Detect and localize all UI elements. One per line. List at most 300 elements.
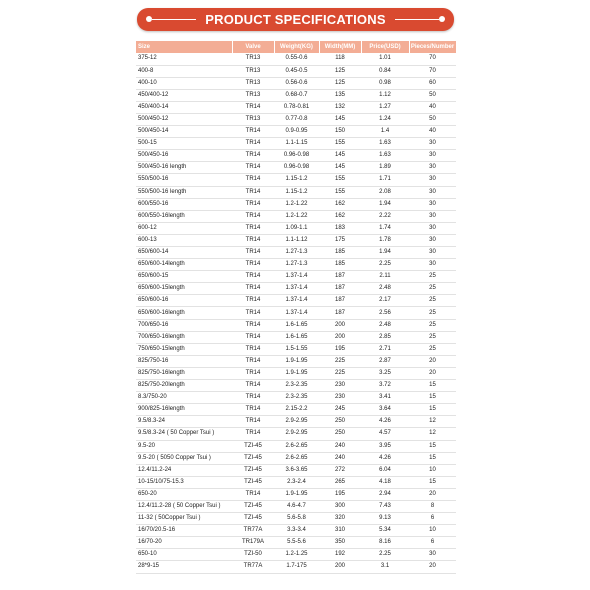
table-row: [136, 186, 456, 198]
cell-valve: TR13: [232, 53, 274, 65]
cell-pieces: 30: [409, 234, 456, 246]
table-row: [136, 126, 456, 138]
cell-width: 320: [319, 513, 361, 525]
cell-valve: TZI-45: [232, 452, 274, 464]
table-row: [136, 513, 456, 525]
cell-pieces: 70: [409, 53, 456, 65]
cell-weight: 0.9-0.95: [274, 126, 319, 138]
cell-valve: TR14: [232, 186, 274, 198]
cell-price: 2.94: [361, 488, 409, 500]
cell-price: 1.01: [361, 53, 409, 65]
cell-price: 1.27: [361, 101, 409, 113]
cell-weight: 1.2-1.22: [274, 210, 319, 222]
cell-width: 187: [319, 271, 361, 283]
cell-price: 3.41: [361, 392, 409, 404]
header-width: Width(MM): [319, 41, 361, 53]
cell-size: 9.5-20: [136, 440, 232, 452]
cell-pieces: 30: [409, 210, 456, 222]
cell-pieces: 15: [409, 380, 456, 392]
cell-weight: 1.5-1.55: [274, 343, 319, 355]
table-row: [136, 283, 456, 295]
cell-size: 600/550-16: [136, 198, 232, 210]
cell-valve: TR14: [232, 283, 274, 295]
cell-pieces: 25: [409, 283, 456, 295]
cell-pieces: 25: [409, 295, 456, 307]
cell-valve: TZI-45: [232, 513, 274, 525]
cell-weight: 1.2-1.22: [274, 198, 319, 210]
cell-price: 2.11: [361, 271, 409, 283]
cell-width: 187: [319, 295, 361, 307]
cell-size: 400-8: [136, 65, 232, 77]
cell-size: 650/600-15length: [136, 283, 232, 295]
table-row: [136, 500, 456, 512]
cell-width: 135: [319, 89, 361, 101]
cell-pieces: 20: [409, 367, 456, 379]
cell-size: 11-32 ( 50Copper Tsui ): [136, 513, 232, 525]
table-row: [136, 452, 456, 464]
cell-size: 500-15: [136, 138, 232, 150]
cell-weight: 2.3-2.4: [274, 476, 319, 488]
cell-width: 132: [319, 101, 361, 113]
cell-pieces: 15: [409, 452, 456, 464]
cell-size: 550/500-16: [136, 174, 232, 186]
cell-size: 400-10: [136, 77, 232, 89]
cell-weight: 1.15-1.2: [274, 186, 319, 198]
cell-size: 650-20: [136, 488, 232, 500]
cell-price: 3.95: [361, 440, 409, 452]
cell-price: 2.87: [361, 355, 409, 367]
cell-pieces: 20: [409, 488, 456, 500]
cell-weight: 2.3-2.35: [274, 392, 319, 404]
table-row: [136, 89, 456, 101]
cell-weight: 2.6-2.65: [274, 440, 319, 452]
cell-price: 4.18: [361, 476, 409, 488]
cell-size: 28*9-15: [136, 561, 232, 573]
cell-valve: TZI-45: [232, 464, 274, 476]
cell-pieces: 30: [409, 150, 456, 162]
cell-pieces: 40: [409, 101, 456, 113]
cell-weight: 1.9-1.95: [274, 367, 319, 379]
table-row: [136, 476, 456, 488]
cell-price: 1.71: [361, 174, 409, 186]
cell-size: 450/400-14: [136, 101, 232, 113]
cell-size: 825/750-16: [136, 355, 232, 367]
table-row: [136, 174, 456, 186]
cell-width: 145: [319, 150, 361, 162]
cell-price: 3.72: [361, 380, 409, 392]
cell-price: 2.85: [361, 331, 409, 343]
cell-valve: TZI-45: [232, 476, 274, 488]
cell-weight: 0.55-0.6: [274, 53, 319, 65]
cell-pieces: 6: [409, 537, 456, 549]
table-row: [136, 343, 456, 355]
cell-price: 1.78: [361, 234, 409, 246]
cell-pieces: 30: [409, 259, 456, 271]
cell-valve: TR14: [232, 392, 274, 404]
cell-price: 2.71: [361, 343, 409, 355]
cell-width: 162: [319, 210, 361, 222]
cell-weight: 2.9-2.95: [274, 428, 319, 440]
cell-width: 175: [319, 234, 361, 246]
cell-pieces: 25: [409, 307, 456, 319]
cell-size: 16/70-20: [136, 537, 232, 549]
cell-price: 8.16: [361, 537, 409, 549]
table-header-row: [136, 41, 456, 53]
cell-pieces: 30: [409, 186, 456, 198]
cell-weight: 0.68-0.7: [274, 89, 319, 101]
cell-width: 250: [319, 416, 361, 428]
cell-valve: TR14: [232, 416, 274, 428]
cell-width: 350: [319, 537, 361, 549]
cell-size: 750/650-15length: [136, 343, 232, 355]
table-row: [136, 53, 456, 65]
cell-valve: TR13: [232, 77, 274, 89]
table-row: [136, 428, 456, 440]
cell-price: 1.94: [361, 247, 409, 259]
cell-width: 195: [319, 343, 361, 355]
cell-weight: 1.37-1.4: [274, 295, 319, 307]
cell-width: 225: [319, 367, 361, 379]
cell-valve: TR14: [232, 210, 274, 222]
table-row: [136, 162, 456, 174]
cell-pieces: 30: [409, 138, 456, 150]
cell-width: 145: [319, 113, 361, 125]
cell-weight: 1.1-1.15: [274, 138, 319, 150]
cell-size: 825/750-20length: [136, 380, 232, 392]
cell-valve: TR14: [232, 295, 274, 307]
cell-size: 9.5/8.3-24: [136, 416, 232, 428]
table-row: [136, 138, 456, 150]
cell-size: 12.4/11.2-28 ( 50 Copper Tsui ): [136, 500, 232, 512]
cell-width: 118: [319, 53, 361, 65]
table-row: [136, 331, 456, 343]
cell-pieces: 60: [409, 77, 456, 89]
cell-pieces: 50: [409, 113, 456, 125]
cell-price: 1.74: [361, 222, 409, 234]
cell-width: 200: [319, 319, 361, 331]
cell-valve: TR14: [232, 247, 274, 259]
header-price: Price(USD): [361, 41, 409, 53]
cell-width: 195: [319, 488, 361, 500]
cell-size: 700/650-16: [136, 319, 232, 331]
cell-width: 230: [319, 392, 361, 404]
cell-size: 500/450-16 length: [136, 162, 232, 174]
cell-price: 2.25: [361, 549, 409, 561]
cell-size: 16/70/20.5-16: [136, 525, 232, 537]
cell-weight: 1.6-1.65: [274, 331, 319, 343]
cell-size: 650/600-15: [136, 271, 232, 283]
header-pieces: Pieces/Number: [409, 41, 456, 53]
cell-price: 0.84: [361, 65, 409, 77]
cell-valve: TR14: [232, 259, 274, 271]
cell-weight: 0.96-0.98: [274, 150, 319, 162]
table-row: [136, 525, 456, 537]
cell-price: 2.48: [361, 319, 409, 331]
cell-weight: 3.3-3.4: [274, 525, 319, 537]
cell-price: 4.26: [361, 452, 409, 464]
cell-pieces: 10: [409, 464, 456, 476]
cell-valve: TR14: [232, 380, 274, 392]
cell-price: 9.13: [361, 513, 409, 525]
cell-price: 1.24: [361, 113, 409, 125]
table-row: [136, 198, 456, 210]
cell-size: 9.5-20 ( 5050 Copper Tsui ): [136, 452, 232, 464]
cell-weight: 2.6-2.65: [274, 452, 319, 464]
table-row: [136, 247, 456, 259]
cell-valve: TR77A: [232, 561, 274, 573]
table-row: [136, 561, 456, 573]
table-row: [136, 355, 456, 367]
table-row: [136, 549, 456, 561]
cell-pieces: 15: [409, 392, 456, 404]
specifications-table: [136, 41, 457, 574]
cell-pieces: 25: [409, 331, 456, 343]
cell-pieces: 40: [409, 126, 456, 138]
cell-pieces: 25: [409, 271, 456, 283]
cell-price: 6.04: [361, 464, 409, 476]
cell-size: 10-15/10/75-15.3: [136, 476, 232, 488]
cell-valve: TZI-45: [232, 440, 274, 452]
cell-width: 300: [319, 500, 361, 512]
cell-price: 2.08: [361, 186, 409, 198]
cell-weight: 1.37-1.4: [274, 283, 319, 295]
cell-width: 200: [319, 561, 361, 573]
table-row: [136, 319, 456, 331]
table-row: [136, 488, 456, 500]
cell-price: 2.17: [361, 295, 409, 307]
cell-width: 240: [319, 440, 361, 452]
cell-pieces: 15: [409, 476, 456, 488]
table-row: [136, 271, 456, 283]
cell-size: 700/650-16length: [136, 331, 232, 343]
table-row: [136, 222, 456, 234]
cell-valve: TR14: [232, 367, 274, 379]
cell-size: 500/450-14: [136, 126, 232, 138]
cell-weight: 1.6-1.65: [274, 319, 319, 331]
cell-size: 650/600-16: [136, 295, 232, 307]
product-specifications-banner: [137, 8, 454, 31]
table-row: [136, 65, 456, 77]
cell-weight: 1.09-1.1: [274, 222, 319, 234]
table-row: [136, 234, 456, 246]
cell-pieces: 30: [409, 247, 456, 259]
cell-price: 3.1: [361, 561, 409, 573]
cell-width: 162: [319, 198, 361, 210]
cell-size: 550/500-16 length: [136, 186, 232, 198]
cell-pieces: 20: [409, 355, 456, 367]
cell-valve: TR13: [232, 113, 274, 125]
table-row: [136, 392, 456, 404]
cell-pieces: 20: [409, 561, 456, 573]
cell-size: 900/825-16length: [136, 404, 232, 416]
cell-weight: 1.27-1.3: [274, 259, 319, 271]
cell-size: 500/450-16: [136, 150, 232, 162]
cell-weight: 1.37-1.4: [274, 307, 319, 319]
cell-weight: 1.1-1.12: [274, 234, 319, 246]
table-row: [136, 440, 456, 452]
cell-valve: TZI-50: [232, 549, 274, 561]
banner-left-rule: [152, 19, 196, 20]
table-row: [136, 307, 456, 319]
table-row: [136, 367, 456, 379]
table-row: [136, 101, 456, 113]
cell-pieces: 25: [409, 343, 456, 355]
table-row: [136, 113, 456, 125]
cell-valve: TR14: [232, 222, 274, 234]
cell-width: 272: [319, 464, 361, 476]
cell-weight: 2.9-2.95: [274, 416, 319, 428]
cell-price: 2.22: [361, 210, 409, 222]
cell-width: 155: [319, 174, 361, 186]
cell-weight: 1.9-1.95: [274, 488, 319, 500]
cell-pieces: 12: [409, 416, 456, 428]
cell-weight: 2.3-2.35: [274, 380, 319, 392]
cell-size: 825/750-16length: [136, 367, 232, 379]
cell-width: 155: [319, 186, 361, 198]
cell-pieces: 70: [409, 65, 456, 77]
cell-size: 650/600-16length: [136, 307, 232, 319]
cell-pieces: 30: [409, 198, 456, 210]
cell-price: 0.98: [361, 77, 409, 89]
header-size: Size: [136, 41, 232, 53]
cell-weight: 0.96-0.98: [274, 162, 319, 174]
table-row: [136, 404, 456, 416]
cell-valve: TR179A: [232, 537, 274, 549]
cell-size: 600-12: [136, 222, 232, 234]
cell-valve: TR14: [232, 234, 274, 246]
cell-price: 4.57: [361, 428, 409, 440]
cell-price: 3.64: [361, 404, 409, 416]
cell-valve: TZI-45: [232, 500, 274, 512]
table-row: [136, 464, 456, 476]
banner-title: PRODUCT SPECIFICATIONS: [205, 12, 386, 27]
cell-pieces: 15: [409, 440, 456, 452]
cell-size: 650-10: [136, 549, 232, 561]
cell-valve: TR14: [232, 101, 274, 113]
cell-valve: TR14: [232, 307, 274, 319]
cell-valve: TR14: [232, 488, 274, 500]
cell-size: 12.4/11.2-24: [136, 464, 232, 476]
cell-valve: TR14: [232, 271, 274, 283]
banner-right-rule: [395, 19, 439, 20]
table-row: [136, 150, 456, 162]
table-row: [136, 416, 456, 428]
cell-width: 185: [319, 259, 361, 271]
cell-valve: TR14: [232, 428, 274, 440]
cell-weight: 0.56-0.6: [274, 77, 319, 89]
cell-pieces: 30: [409, 222, 456, 234]
cell-price: 7.43: [361, 500, 409, 512]
cell-valve: TR14: [232, 331, 274, 343]
cell-pieces: 6: [409, 513, 456, 525]
cell-weight: 1.15-1.2: [274, 174, 319, 186]
cell-price: 3.25: [361, 367, 409, 379]
cell-width: 230: [319, 380, 361, 392]
cell-width: 200: [319, 331, 361, 343]
cell-width: 240: [319, 452, 361, 464]
cell-pieces: 25: [409, 319, 456, 331]
cell-width: 187: [319, 307, 361, 319]
cell-valve: TR13: [232, 65, 274, 77]
cell-size: 600-13: [136, 234, 232, 246]
cell-size: 450/400-12: [136, 89, 232, 101]
table-row: [136, 380, 456, 392]
cell-weight: 4.6-4.7: [274, 500, 319, 512]
cell-width: 185: [319, 247, 361, 259]
cell-size: 375-12: [136, 53, 232, 65]
cell-weight: 3.6-3.65: [274, 464, 319, 476]
cell-price: 1.12: [361, 89, 409, 101]
cell-width: 250: [319, 428, 361, 440]
cell-weight: 1.2-1.25: [274, 549, 319, 561]
cell-width: 183: [319, 222, 361, 234]
cell-valve: TR14: [232, 198, 274, 210]
cell-weight: 0.77-0.8: [274, 113, 319, 125]
table-row: [136, 537, 456, 549]
cell-valve: TR77A: [232, 525, 274, 537]
cell-price: 1.63: [361, 150, 409, 162]
cell-price: 1.63: [361, 138, 409, 150]
cell-size: 650/600-14length: [136, 259, 232, 271]
table-row: [136, 259, 456, 271]
cell-valve: TR14: [232, 150, 274, 162]
header-valve: Valve: [232, 41, 274, 53]
cell-weight: 1.9-1.95: [274, 355, 319, 367]
cell-weight: 2.15-2.2: [274, 404, 319, 416]
cell-price: 2.56: [361, 307, 409, 319]
cell-width: 265: [319, 476, 361, 488]
table-row: [136, 210, 456, 222]
cell-size: 600/550-16length: [136, 210, 232, 222]
cell-valve: TR14: [232, 404, 274, 416]
cell-pieces: 10: [409, 525, 456, 537]
cell-width: 225: [319, 355, 361, 367]
table-body: [136, 53, 456, 573]
cell-valve: TR13: [232, 89, 274, 101]
cell-pieces: 15: [409, 404, 456, 416]
cell-width: 125: [319, 77, 361, 89]
cell-valve: TR14: [232, 174, 274, 186]
cell-pieces: 30: [409, 549, 456, 561]
cell-pieces: 50: [409, 89, 456, 101]
table-row: [136, 77, 456, 89]
cell-price: 2.48: [361, 283, 409, 295]
cell-width: 155: [319, 138, 361, 150]
cell-weight: 0.78-0.81: [274, 101, 319, 113]
cell-pieces: 12: [409, 428, 456, 440]
cell-price: 1.89: [361, 162, 409, 174]
banner-right-dot: [439, 16, 445, 22]
cell-pieces: 30: [409, 162, 456, 174]
cell-valve: TR14: [232, 162, 274, 174]
cell-price: 1.94: [361, 198, 409, 210]
cell-weight: 5.6-5.8: [274, 513, 319, 525]
cell-width: 150: [319, 126, 361, 138]
cell-weight: 1.27-1.3: [274, 247, 319, 259]
cell-weight: 5.5-5.6: [274, 537, 319, 549]
cell-weight: 1.7-175: [274, 561, 319, 573]
cell-valve: TR14: [232, 343, 274, 355]
cell-width: 192: [319, 549, 361, 561]
cell-size: 500/450-12: [136, 113, 232, 125]
cell-valve: TR14: [232, 126, 274, 138]
cell-width: 145: [319, 162, 361, 174]
cell-weight: 1.37-1.4: [274, 271, 319, 283]
cell-valve: TR14: [232, 138, 274, 150]
cell-price: 4.26: [361, 416, 409, 428]
cell-pieces: 8: [409, 500, 456, 512]
cell-valve: TR14: [232, 319, 274, 331]
